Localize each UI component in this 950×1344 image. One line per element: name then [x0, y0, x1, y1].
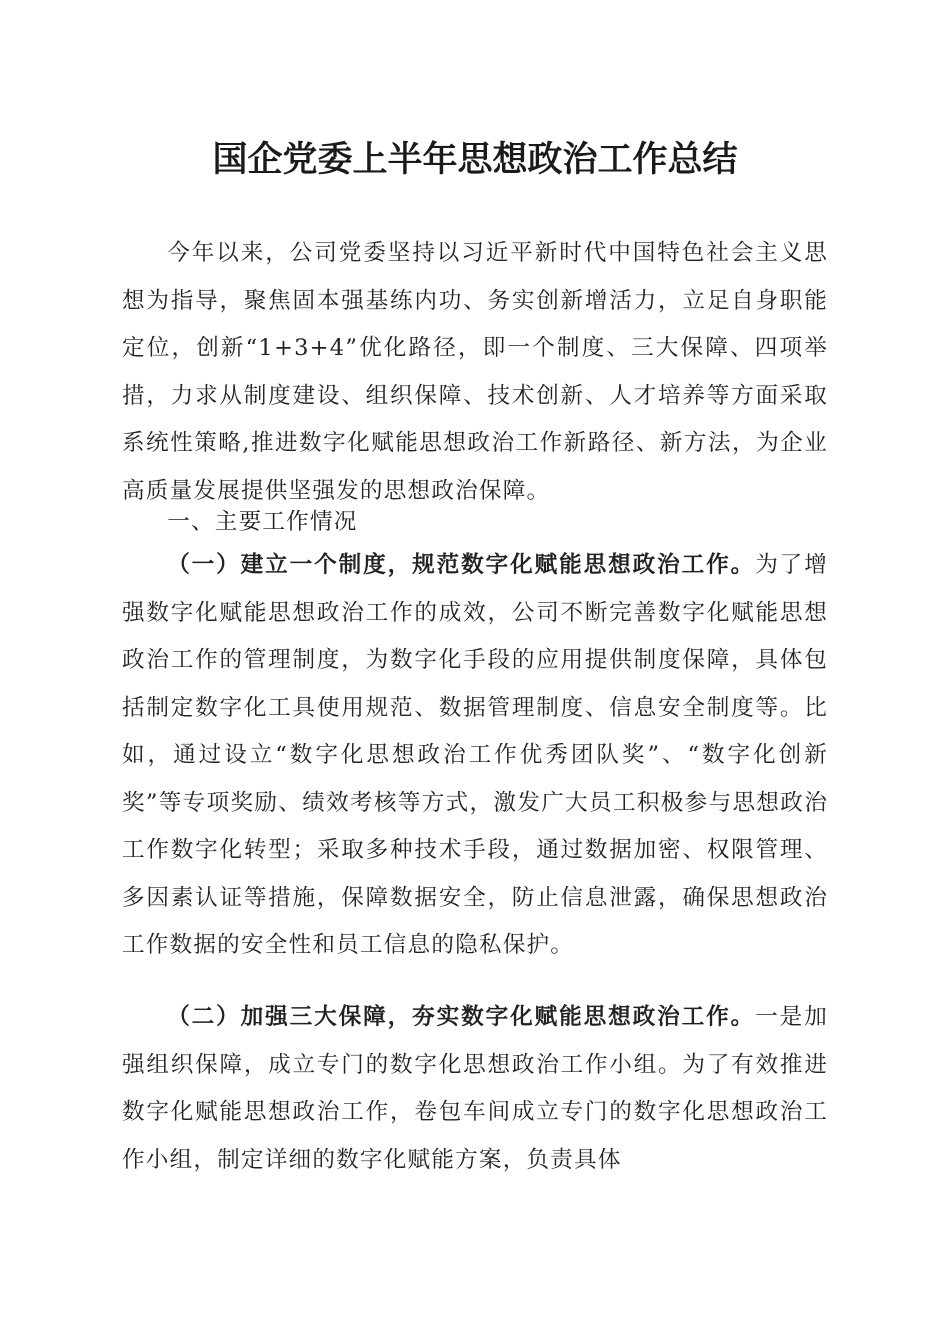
intro-paragraph: 今年以来，公司党委坚持以习近平新时代中国特色社会主义思想为指导，聚焦固本强基练内功、务实创新增活力，立足自身职能定位，创新“1+3+4”优化路径，即一个制度、三大保障、四项举措，力求从制度建设、组织保障、技术创新、人才培养等方面采取系统性策略,推进数字化赋能思想政治工作新路径、新方法，为企业高质量发展提供坚强发的思想政治保障。 [122, 240, 828, 504]
subsection-2-heading: （二）加强三大保障，夯实数字化赋能思想政治工作。 [167, 1004, 756, 1030]
section-heading-main-work: 一、主要工作情况 [167, 509, 358, 535]
document-title: 国企党委上半年思想政治工作总结 [212, 139, 738, 180]
subsection-2-paragraph [122, 994, 828, 1184]
subsection-2-body: 一是加强组织保障，成立专门的数字化思想政治工作小组。为了有效推进数字化赋能思想政治工作，卷包车间成立专门的数字化思想政治工作小组，制定详细的数字化赋能方案，负责具体 [122, 1004, 828, 1173]
subsection-1-heading: （一）建立一个制度，规范数字化赋能思想政治工作。 [167, 552, 756, 578]
subsection-1-body: 为了增强数字化赋能思想政治工作的成效，公司不断完善数字化赋能思想政治工作的管理制度，为数字化手段的应用提供制度保障，具体包括制定数字化工具使用规范、数据管理制度、信息安全制度等。比如，通过设立“数字化思想政治工作优秀团队奖”、“数字化创新奖”等专项奖励、绩效考核等方式，激发广大员工积极参与思想政治工作数字化转型；采取多种技术手段，通过数据加密、权限管理、多因素认证等措施，保障数据安全，防止信息泄露，确保思想政治工作数据的安全性和员工信息的隐私保护。 [122, 552, 828, 958]
subsection-1-paragraph [122, 542, 828, 970]
